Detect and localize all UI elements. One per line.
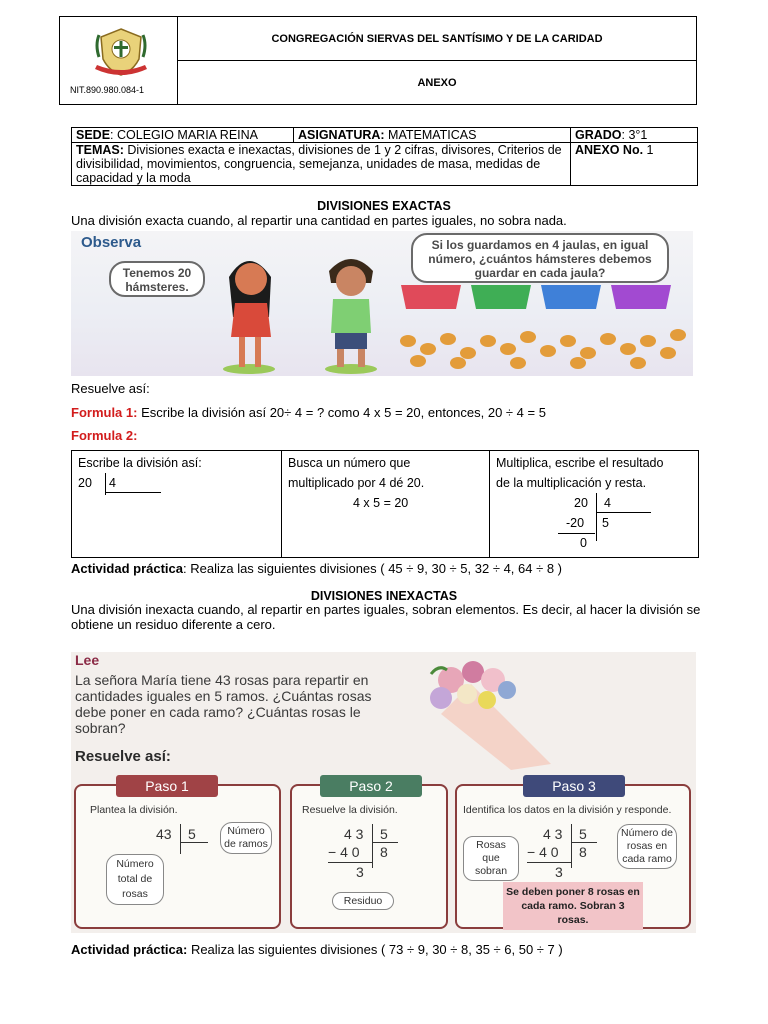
formula-step-3: Multiplica, escribe el resultado de la multiplicación y resta. 20 4 -20 5 0 bbox=[496, 456, 664, 550]
school-crest-icon bbox=[93, 25, 149, 79]
speech-bubble-right: Si los guardamos en 4 jaulas, en igual número, ¿cuántos hámsteres debemos guardar en cada jaula? bbox=[411, 233, 669, 283]
inexactas-definition: Una división inexacta cuando, al repartir en partes iguales, sobran elementos. Es decir, al hacer la división se obtiene un residuo diferente a cero. bbox=[71, 602, 701, 632]
paso-1-card: Paso 1 Plantea la división. 43 5 Número de ramos Número total de rosas bbox=[74, 784, 281, 929]
formula-step-2: Busca un número que multiplicado por 4 dé 20. 4 x 5 = 20 bbox=[282, 451, 490, 557]
actividad-exactas: Actividad práctica: Realiza las siguientes divisiones ( 45 ÷ 9, 30 ÷ 5, 32 ÷ 4, 64 ÷ 8 ) bbox=[71, 561, 563, 576]
paso-3-tag: Paso 3 bbox=[523, 775, 625, 797]
exactas-definition: Una división exacta cuando, al repartir una cantidad en partes iguales, no sobra nada. bbox=[71, 213, 567, 228]
roses-problem: La señora María tiene 43 rosas para repartir en cantidades iguales en 5 ramos. ¿Cuántas rosas debe poner en cada ramo? ¿Cuántas rosas le sobran? bbox=[75, 672, 372, 736]
observa-label: Observa bbox=[81, 234, 142, 251]
anexo-cell: ANEXO No. 1 bbox=[575, 143, 654, 157]
doc-type: ANEXO bbox=[417, 76, 457, 89]
cages-and-hamsters-icon bbox=[396, 279, 691, 371]
lee-label: Lee bbox=[75, 652, 100, 668]
paso-2-tag: Paso 2 bbox=[320, 775, 422, 797]
children-icon bbox=[211, 247, 401, 375]
exactas-title: DIVISIONES EXACTAS bbox=[317, 199, 451, 213]
formula-1: Formula 1: Escribe la división así 20÷ 4 = ? como 4 x 5 = 20, entonces, 20 ÷ 4 = 5 bbox=[71, 405, 546, 420]
flower-bouquet-icon bbox=[411, 654, 571, 774]
formula-2-label: Formula 2: bbox=[71, 428, 138, 443]
nit-number: NIT.890.980.084-1 bbox=[70, 85, 145, 95]
document-header bbox=[59, 16, 697, 105]
speech-bubble-left: Tenemos 20 hámsteres. bbox=[109, 261, 205, 297]
paso-2-card: Paso 2 Resuelve la división. 4 3 5 − 4 0 8 3 Residuo bbox=[290, 784, 448, 929]
formula-step-1: Escribe la división así: 20 4 bbox=[72, 451, 282, 557]
asignatura-cell: ASIGNATURA: MATEMATICAS bbox=[294, 128, 571, 143]
logo-cell bbox=[60, 17, 178, 104]
grado-cell: GRADO: 3°1 bbox=[571, 128, 698, 143]
info-table bbox=[71, 127, 698, 186]
org-name: CONGREGACIÓN SIERVAS DEL SANTÍSIMO Y DE LA CARIDAD bbox=[178, 17, 696, 61]
temas-cell: TEMAS: Divisiones exacta e inexactas, divisiones de 1 y 2 cifras, divisores, Criterios de divisibilidad, movimientos, congruencia, semejanza, unidades de masa, medidas de capacidad y la moda bbox=[72, 143, 571, 185]
roses-illustration bbox=[71, 652, 696, 933]
hamsters-illustration bbox=[71, 231, 693, 376]
resuelve-asi-label: Resuelve así: bbox=[75, 748, 171, 765]
paso-1-tag: Paso 1 bbox=[116, 775, 218, 797]
actividad-inexactas: Actividad práctica: Realiza las siguientes divisiones ( 73 ÷ 9, 30 ÷ 8, 35 ÷ 6, 50 ÷ 7 ) bbox=[71, 942, 563, 957]
paso-3-card: Paso 3 Identifica los datos en la división y responde. 4 3 5 − 4 0 8 3 Rosas que sobran Número de rosas en cada ramo Se deben poner 8 rosas en cada ramo. Sobran 3 rosas. bbox=[455, 784, 691, 929]
sede-cell: SEDE: COLEGIO MARIA REINA bbox=[72, 128, 294, 143]
formula-2-table bbox=[71, 450, 699, 558]
resuelve-label: Resuelve así: bbox=[71, 381, 150, 396]
inexactas-title: DIVISIONES INEXACTAS bbox=[310, 589, 458, 603]
